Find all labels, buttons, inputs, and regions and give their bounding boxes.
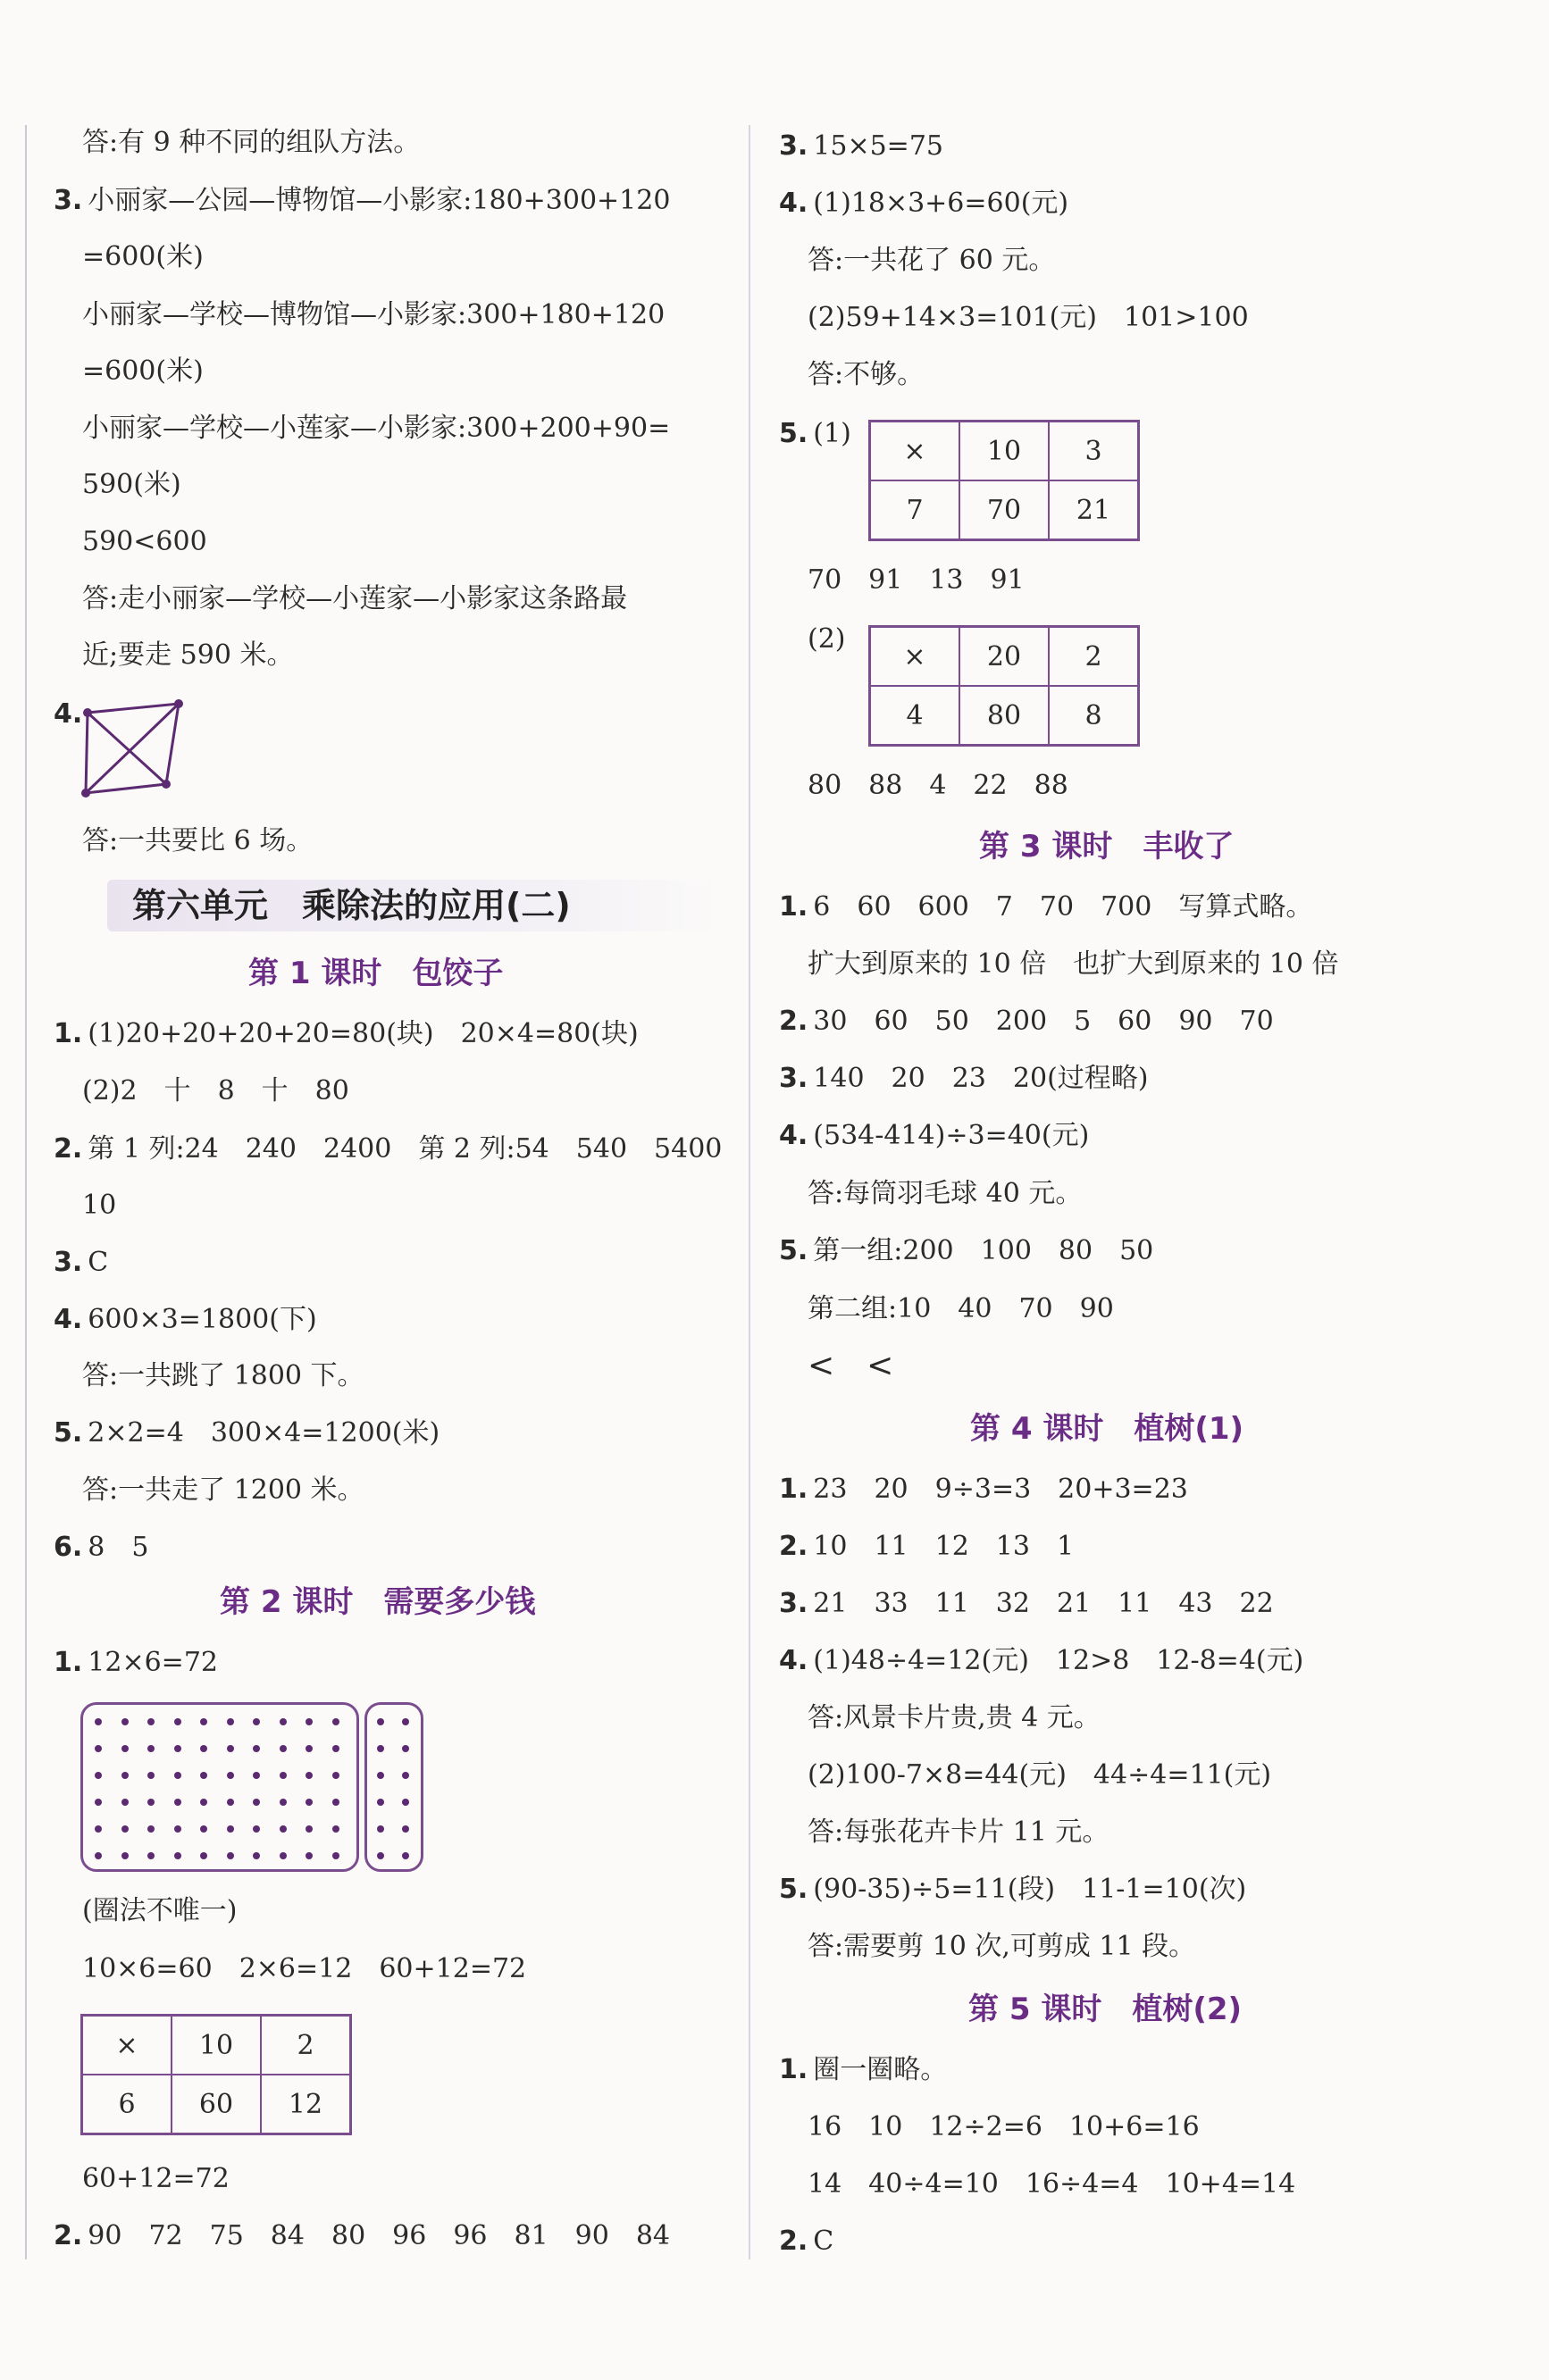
question-2 — [54, 1132, 722, 1167]
answer-line: (534-414)÷3=40(元) — [813, 1120, 1090, 1151]
sub-label: (1) — [813, 418, 851, 449]
question-number: 3. — [779, 1063, 808, 1094]
multiplication-table — [80, 2014, 352, 2135]
dot — [332, 1772, 339, 1779]
column-divider — [749, 125, 750, 2259]
answer-line: 140 20 23 20(过程略) — [813, 1063, 1149, 1094]
answer-line: 小丽家—学校—博物馆—小影家:300+180+120 — [82, 299, 666, 330]
dot — [95, 1772, 102, 1779]
table-cell: 60 — [172, 2075, 261, 2134]
answer-line: 近;要走 590 米。 — [82, 639, 294, 671]
answer-line: 30 60 50 200 5 60 90 70 — [813, 1006, 1274, 1037]
dot — [332, 1852, 339, 1859]
question-2 — [779, 2224, 833, 2259]
answer-line: 小丽家—公园—博物馆—小影家:180+300+120 — [88, 185, 671, 216]
dot — [253, 1852, 260, 1859]
question-number: 2. — [54, 1133, 83, 1165]
answer-line: 6 60 600 7 70 700 写算式略。 — [813, 891, 1313, 923]
answer-line: 90 72 75 84 80 96 96 81 90 84 — [88, 2220, 671, 2251]
dot — [377, 1852, 384, 1859]
answer-note: (圈法不唯一) — [82, 1895, 238, 1926]
question-1 — [54, 1645, 218, 1681]
dot — [377, 1772, 384, 1779]
table-cell: × — [870, 422, 960, 481]
dot — [280, 1852, 287, 1859]
dot — [280, 1825, 287, 1833]
answer-line: =600(米) — [82, 241, 204, 272]
dot — [227, 1745, 234, 1752]
question-2 — [779, 1529, 1074, 1565]
dot — [377, 1825, 384, 1833]
dot — [174, 1718, 181, 1725]
question-5 — [54, 1415, 440, 1451]
question-number: 4. — [779, 188, 808, 219]
answer-line: 扩大到原来的 10 倍 也扩大到原来的 10 倍 — [808, 948, 1339, 980]
answer-line: 答:每张花卉卡片 11 元。 — [808, 1816, 1109, 1848]
question-4 — [54, 1302, 317, 1338]
dot — [280, 1745, 287, 1752]
table-cell: 2 — [261, 2016, 351, 2075]
answer-line: 答:一共要比 6 场。 — [82, 825, 314, 856]
table-cell: × — [870, 627, 960, 687]
table-cell: 2 — [1049, 627, 1139, 687]
answer-line: C — [88, 1247, 109, 1278]
answer-line: 600×3=1800(下) — [88, 1304, 317, 1335]
question-number: 1. — [779, 2054, 808, 2085]
question-number: 2. — [779, 2226, 808, 2257]
dot — [174, 1772, 181, 1779]
question-number: 4. — [54, 1304, 83, 1335]
dot — [377, 1718, 384, 1725]
question-4 — [779, 1118, 1089, 1154]
question-6 — [54, 1530, 148, 1566]
dot — [95, 1852, 102, 1859]
dot — [377, 1799, 384, 1806]
answer-line: 16 10 12÷2=6 10+6=16 — [808, 2111, 1200, 2142]
dot — [147, 1772, 155, 1779]
question-number: 2. — [54, 2220, 83, 2251]
question-3 — [54, 1245, 108, 1281]
question-number: 2. — [779, 1531, 808, 1562]
answer-line: 10 — [82, 1190, 117, 1221]
question-number: 1. — [779, 891, 808, 923]
section-title: 第 3 课时 丰收了 — [979, 829, 1235, 864]
dot — [227, 1852, 234, 1859]
dot — [306, 1718, 313, 1725]
question-3 — [779, 1061, 1148, 1097]
multiplication-table — [868, 420, 1140, 541]
dot — [147, 1852, 155, 1859]
dot — [377, 1745, 384, 1752]
dot — [253, 1772, 260, 1779]
dot — [402, 1718, 409, 1725]
answer-line: 第一组:200 100 80 50 — [813, 1235, 1154, 1266]
answer-line: 80 88 4 22 88 — [808, 770, 1068, 801]
answer-line: 答:一共跳了 1800 下。 — [82, 1360, 364, 1391]
answer-line: (1)48÷4=12(元) 12>8 12-8=4(元) — [813, 1645, 1304, 1676]
question-number: 1. — [54, 1018, 83, 1049]
dot — [200, 1718, 207, 1725]
answer-line: (2)100-7×8=44(元) 44÷4=11(元) — [808, 1759, 1272, 1791]
answer-line: 第二组:10 40 70 90 — [808, 1293, 1114, 1324]
table-cell: 7 — [870, 480, 960, 540]
dot — [402, 1799, 409, 1806]
answer-line: 答:风景卡片贵,贵 4 元。 — [808, 1702, 1101, 1733]
dot — [147, 1799, 155, 1806]
answer-line: 答:走小丽家—学校—小莲家—小影家这条路最 — [82, 583, 628, 614]
answer-line: 23 20 9÷3=3 20+3=23 — [813, 1474, 1188, 1505]
unit-title: 第六单元 乘除法的应用(二) — [107, 880, 722, 931]
dot — [95, 1718, 102, 1725]
table-cell: 21 — [1049, 480, 1139, 540]
answer-line: 答:一共走了 1200 米。 — [82, 1474, 364, 1506]
dot — [402, 1772, 409, 1779]
answer-line: C — [813, 2226, 834, 2257]
dot — [174, 1745, 181, 1752]
answer-line: 12×6=72 — [88, 1647, 218, 1678]
dot — [332, 1825, 339, 1833]
dot — [200, 1745, 207, 1752]
dot — [174, 1825, 181, 1833]
answer-line: 答:需要剪 10 次,可剪成 11 段。 — [808, 1931, 1196, 1962]
question-2 — [54, 2218, 670, 2254]
section-title: 第 4 课时 植树(1) — [970, 1411, 1244, 1447]
answer-line: (90-35)÷5=11(段) 11-1=10(次) — [813, 1874, 1247, 1905]
question-number: 5. — [779, 418, 808, 449]
dot — [95, 1745, 102, 1752]
dot — [402, 1825, 409, 1833]
dot — [227, 1718, 234, 1725]
answer-line: 答:不够。 — [808, 359, 925, 390]
answer-line: 70 91 13 91 — [808, 564, 1025, 596]
section-title: 第 2 课时 需要多少钱 — [220, 1584, 536, 1620]
answer-line: 60+12=72 — [82, 2163, 230, 2194]
question-4 — [779, 186, 1068, 221]
dot — [147, 1825, 155, 1833]
answer-line: 10×6=60 2×6=12 60+12=72 — [82, 1953, 527, 1984]
table-cell: 12 — [261, 2075, 351, 2134]
dot — [147, 1745, 155, 1752]
answer-line: 10 11 12 13 1 — [813, 1531, 1075, 1562]
question-number: 5. — [779, 1235, 808, 1266]
answer-line: =600(米) — [82, 355, 204, 387]
answer-line: 圈一圈略。 — [813, 2054, 948, 2085]
answer-line: 答:一共花了 60 元。 — [808, 245, 1056, 276]
dot — [174, 1852, 181, 1859]
dot-group-large — [80, 1702, 359, 1872]
table-cell: × — [82, 2016, 172, 2075]
dot — [306, 1772, 313, 1779]
answer-line: 21 33 11 32 21 11 43 22 — [813, 1588, 1274, 1619]
section-title: 第 1 课时 包饺子 — [248, 956, 504, 991]
question-1 — [779, 889, 1312, 925]
quadrilateral-diagram — [79, 698, 195, 806]
dot — [402, 1745, 409, 1752]
answer-line: 590<600 — [82, 526, 207, 557]
dot — [121, 1745, 129, 1752]
dot — [306, 1745, 313, 1752]
dot — [95, 1799, 102, 1806]
dot — [200, 1772, 207, 1779]
answer-line: 15×5=75 — [813, 130, 943, 162]
dot — [121, 1825, 129, 1833]
left-margin-rule — [25, 125, 27, 2259]
answer-line: 14 40÷4=10 16÷4=4 10+4=14 — [808, 2168, 1296, 2200]
question-number: 3. — [54, 1247, 83, 1278]
dot — [95, 1825, 102, 1833]
dot — [200, 1799, 207, 1806]
table-cell: 10 — [959, 422, 1049, 481]
dot — [121, 1799, 129, 1806]
table-cell: 70 — [959, 480, 1049, 540]
question-1 — [779, 1472, 1188, 1507]
question-number: 1. — [779, 1474, 808, 1505]
dot — [253, 1825, 260, 1833]
sub-label: (2) — [808, 623, 846, 655]
dot — [280, 1772, 287, 1779]
dot — [332, 1799, 339, 1806]
answer-line: 590(米) — [82, 469, 181, 500]
question-3 — [779, 129, 943, 164]
dot — [306, 1799, 313, 1806]
section-title: 第 5 课时 植树(2) — [968, 1992, 1243, 2027]
question-4 — [779, 1643, 1303, 1679]
question-5 — [779, 1872, 1246, 1908]
question-3 — [779, 1586, 1274, 1622]
answer-line: < < — [808, 1348, 894, 1384]
table-cell: 20 — [959, 627, 1049, 687]
answer-line: 第 1 列:24 240 2400 第 2 列:54 540 5400 — [88, 1133, 723, 1165]
answer-line: 小丽家—学校—小莲家—小影家:300+200+90= — [82, 413, 671, 444]
dot — [332, 1718, 339, 1725]
question-1 — [54, 1016, 639, 1052]
question-5 — [779, 1233, 1153, 1269]
question-number: 3. — [54, 185, 83, 216]
dot — [121, 1772, 129, 1779]
dot — [280, 1718, 287, 1725]
dot — [200, 1825, 207, 1833]
dot — [306, 1852, 313, 1859]
question-5 — [779, 416, 851, 452]
dot — [253, 1745, 260, 1752]
dot — [227, 1825, 234, 1833]
dot — [147, 1718, 155, 1725]
question-number: 3. — [779, 130, 808, 162]
answer-line: 8 5 — [88, 1532, 149, 1563]
question-number: 4. — [779, 1645, 808, 1676]
dot — [332, 1745, 339, 1752]
answer-line: (2)2 十 8 十 80 — [82, 1075, 349, 1106]
table-cell: 6 — [82, 2075, 172, 2134]
question-number: 3. — [779, 1588, 808, 1619]
dot — [200, 1852, 207, 1859]
question-1 — [779, 2052, 947, 2088]
answer-line: 答:每筒羽毛球 40 元。 — [808, 1178, 1083, 1209]
answer-line: (1)18×3+6=60(元) — [813, 188, 1069, 219]
question-number: 1. — [54, 1647, 83, 1678]
question-2 — [779, 1004, 1274, 1040]
dot-group-small — [364, 1702, 423, 1872]
question-number: 5. — [779, 1874, 808, 1905]
answer-line: 2×2=4 300×4=1200(米) — [88, 1417, 440, 1449]
table-cell: 8 — [1049, 686, 1139, 746]
question-number: 2. — [779, 1006, 808, 1037]
answer-line: (2)59+14×3=101(元) 101>100 — [808, 302, 1249, 333]
dot — [121, 1718, 129, 1725]
dot — [174, 1799, 181, 1806]
question-number: 4. — [779, 1120, 808, 1151]
dot — [227, 1799, 234, 1806]
answer-line: 答:有 9 种不同的组队方法。 — [82, 127, 421, 158]
table-cell: 10 — [172, 2016, 261, 2075]
dot — [253, 1799, 260, 1806]
question-number: 4. — [54, 698, 83, 730]
dot — [306, 1825, 313, 1833]
question-number: 5. — [54, 1417, 83, 1449]
dot — [121, 1852, 129, 1859]
question-number: 6. — [54, 1532, 83, 1563]
question-3 — [54, 183, 670, 219]
table-cell: 3 — [1049, 422, 1139, 481]
multiplication-table — [868, 625, 1140, 747]
table-cell: 80 — [959, 686, 1049, 746]
answer-line: (1)20+20+20+20=80(块) 20×4=80(块) — [88, 1018, 639, 1049]
dot — [253, 1718, 260, 1725]
table-cell: 4 — [870, 686, 960, 746]
dot — [227, 1772, 234, 1779]
dot — [280, 1799, 287, 1806]
dot — [402, 1852, 409, 1859]
